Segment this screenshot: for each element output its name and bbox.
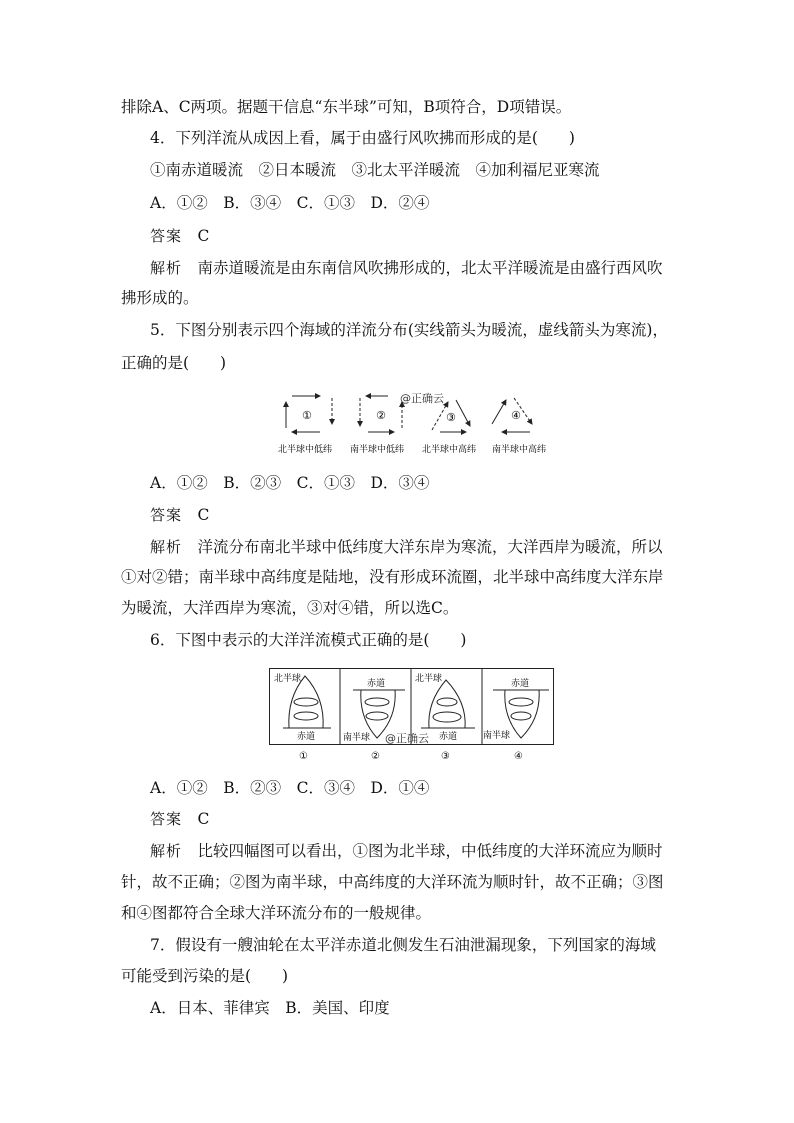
question-5-explanation — [150, 537, 663, 557]
answer-label: 答案 — [150, 506, 183, 524]
question-6-answer — [150, 809, 209, 829]
figure-6-equator-label-3: 赤道 — [439, 732, 458, 742]
explanation-label: 解析 — [150, 842, 183, 860]
answer-value: C — [197, 227, 210, 245]
answer-value: C — [197, 506, 210, 524]
figure-6-watermark: @正确云 — [385, 732, 429, 745]
question-4-explanation — [150, 258, 663, 278]
explanation-label: 解析 — [150, 538, 183, 556]
figure-6-equator-label-1: 赤道 — [297, 732, 316, 742]
figure-5-caption-3: 北半球中高纬 — [422, 445, 477, 455]
figure-6-north-label-3: 北半球 — [415, 674, 443, 684]
question-5-explanation-cont2: 为暖流，大洋西岸为寒流，③对④错，所以选C。 — [121, 599, 459, 617]
figure-5-caption-1: 北半球中低纬 — [278, 445, 333, 455]
figure-6-equator-label-2: 赤道 — [367, 679, 386, 689]
figure-6-south-label-4: 南半球 — [483, 731, 511, 741]
question-4-answer — [150, 226, 209, 246]
answer-value: C — [197, 810, 210, 828]
question-6-options: A．①② B．②③ C．③④ D．①④ — [150, 779, 430, 797]
figure-5-num-2: ② — [376, 409, 386, 422]
figure-5-num-3: ③ — [446, 411, 456, 424]
figure-5-num-1: ① — [302, 409, 312, 422]
figure-6-south-label-2: 南半球 — [343, 733, 371, 743]
question-4-explanation-cont: 拂形成的。 — [121, 289, 199, 307]
question-5-answer — [150, 505, 209, 525]
figure-5-ocean-currents — [270, 384, 560, 459]
answer-label: 答案 — [150, 810, 183, 828]
figure-6-num-1: ① — [299, 751, 308, 762]
question-6-explanation-cont2: 和④图都符合全球大洋环流分布的一般规律。 — [121, 904, 432, 922]
figure-5-caption-4: 南半球中高纬 — [492, 445, 547, 455]
figure-6-equator-label-4: 赤道 — [511, 679, 530, 689]
figure-5-watermark: @正确云 — [400, 392, 444, 405]
question-4: 4．下列洋流从成因上看，属于由盛行风吹拂而形成的是( ) — [150, 129, 575, 147]
paragraph-continuation: 排除A、C两项。据题干信息“东半球”可知，B项符合，D项错误。 — [121, 98, 572, 116]
question-7: 7．假设有一艘油轮在太平洋赤道北侧发生石油泄漏现象，下列国家的海域 — [150, 936, 656, 954]
figure-6-panel-1 — [274, 672, 331, 742]
explanation-text: 南赤道暖流是由东南信风吹拂形成的，北太平洋暖流是由盛行西风吹 — [197, 259, 663, 277]
figure-6-north-label-1: 北半球 — [274, 674, 302, 684]
explanation-label: 解析 — [150, 259, 183, 277]
explanation-text: 比较四幅图可以看出，①图为北半球，中低纬度的大洋环流应为顺时 — [197, 842, 663, 860]
figure-6-panel-4 — [483, 677, 549, 741]
figure-6-ocean-gyres — [269, 668, 557, 766]
question-6-explanation-cont1: 针，故不正确；②图为南半球，中高纬度的大洋环流为顺时针，故不正确；③图 — [121, 873, 664, 891]
figure-5-panel-1 — [286, 396, 332, 432]
question-5-explanation-cont1: ①对②错；南半球中高纬度是陆地，没有形成环流圈，北半球中高纬度大洋东岸 — [121, 568, 664, 586]
question-5: 5．下图分别表示四个海域的洋流分布(实线箭头为暖流，虚线箭头为寒流)， — [150, 321, 668, 339]
figure-5-num-4: ④ — [511, 409, 521, 422]
figure-6-num-2: ② — [371, 751, 380, 762]
question-7-options: A．日本、菲律宾 B．美国、印度 — [150, 999, 390, 1017]
answer-label: 答案 — [150, 227, 183, 245]
figure-5-panel-4 — [492, 398, 532, 432]
figure-6-num-3: ③ — [441, 751, 450, 762]
question-4-items: ①南赤道暖流 ②日本暖流 ③北太平洋暖流 ④加利福尼亚寒流 — [150, 161, 600, 179]
question-7-cont: 可能受到污染的是( ) — [121, 967, 289, 985]
question-6-explanation — [150, 841, 663, 861]
question-4-options: A．①② B．③④ C．①③ D．②④ — [150, 194, 430, 212]
figure-5-caption-2: 南半球中低纬 — [350, 445, 405, 455]
question-6: 6．下图中表示的大洋洋流模式正确的是( ) — [150, 631, 467, 649]
question-5-cont: 正确的是( ) — [121, 354, 227, 372]
figure-5-panel-2 — [360, 391, 444, 432]
figure-6-num-4: ④ — [514, 751, 523, 762]
question-5-options: A．①② B．②③ C．①③ D．③④ — [150, 474, 430, 492]
explanation-text: 洋流分布南北半球中低纬度大洋东岸为寒流，大洋西岸为暖流，所以 — [197, 538, 663, 556]
